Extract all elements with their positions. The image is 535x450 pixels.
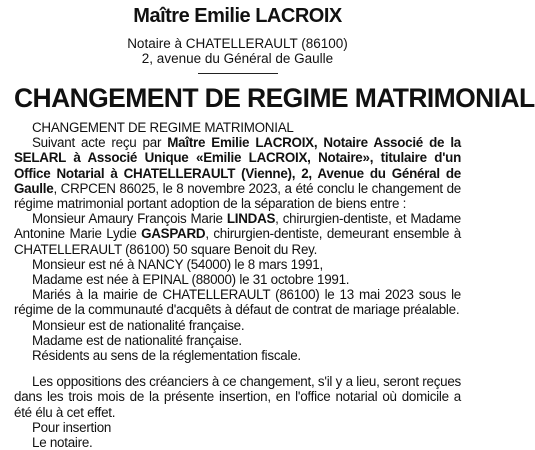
act-notary-details: Maître Emilie LACROIX, Notaire Associé de la SELARL à Associé Unique «Emilie LACROIX, Notaire», titulaire d'un Office Notarial à CHATELLERAULT (Vienne), 2, Avenue du Général de Gaulle xyxy=(14,135,461,196)
divider-rule xyxy=(198,73,278,74)
spouses-text-2: , chirurgien-dentiste, et Madame Antonine Marie Lydie xyxy=(14,211,461,242)
spouses-text-3: , chirurgien-dentiste, demeurant ensemble à CHATELLERAULT (86100) 50 square Benoit du Rey. xyxy=(14,226,461,257)
spouses-paragraph xyxy=(14,211,461,257)
legal-notice xyxy=(0,4,535,450)
signature-line: Le notaire. xyxy=(32,435,93,450)
birth-husband: Monsieur est né à NANCY (54000) le 8 mars 1991, xyxy=(32,256,323,272)
notice-headline: CHANGEMENT DE REGIME MATRIMONIAL xyxy=(14,83,535,113)
notice-subject: CHANGEMENT DE REGIME MATRIMONIAL xyxy=(32,120,294,135)
birth-wife: Madame est née à EPINAL (88000) le 31 octobre 1991. xyxy=(32,272,350,288)
notary-name: Maître Emilie LACROIX xyxy=(133,5,342,27)
tax-residence: Résidents au sens de la réglementation fiscale. xyxy=(32,348,301,364)
spouse-name-1: LINDAS xyxy=(226,211,276,227)
paragraph-gap xyxy=(14,363,461,374)
notice-body xyxy=(14,120,461,450)
notary-address-line1: Notaire à CHATELLERAULT (86100) xyxy=(127,36,348,51)
spouse-name-2: GASPARD xyxy=(141,226,206,242)
act-paragraph xyxy=(14,135,461,211)
act-suffix: , CRPCEN 86025, le 8 novembre 2023, a été conclu le changement de régime matrimonial portant adoption de la séparation de biens entre : xyxy=(14,180,461,212)
marriage-paragraph: Mariés à la mairie de CHATELLERAULT (86100) le 13 mai 2023 sous le régime de la communauté d'acquêts à défaut de contrat de mariage préalable. xyxy=(14,287,461,318)
act-prefix: Suivant acte reçu par xyxy=(32,135,168,151)
oppositions-paragraph: Les oppositions des créanciers à ce changement, s'il y a lieu, seront reçues dans les trois mois de la présente insertion, en l'office notarial où domicile a été élu à cet effet. xyxy=(14,374,461,420)
closing-line: Pour insertion xyxy=(32,419,112,435)
nationality-wife: Madame est de nationalité française. xyxy=(32,332,242,348)
nationality-husband: Monsieur est de nationalité française. xyxy=(32,317,245,333)
notary-address-line2: 2, avenue du Général de Gaulle xyxy=(141,51,334,66)
spouses-text-1: Monsieur Amaury François Marie xyxy=(32,211,227,227)
